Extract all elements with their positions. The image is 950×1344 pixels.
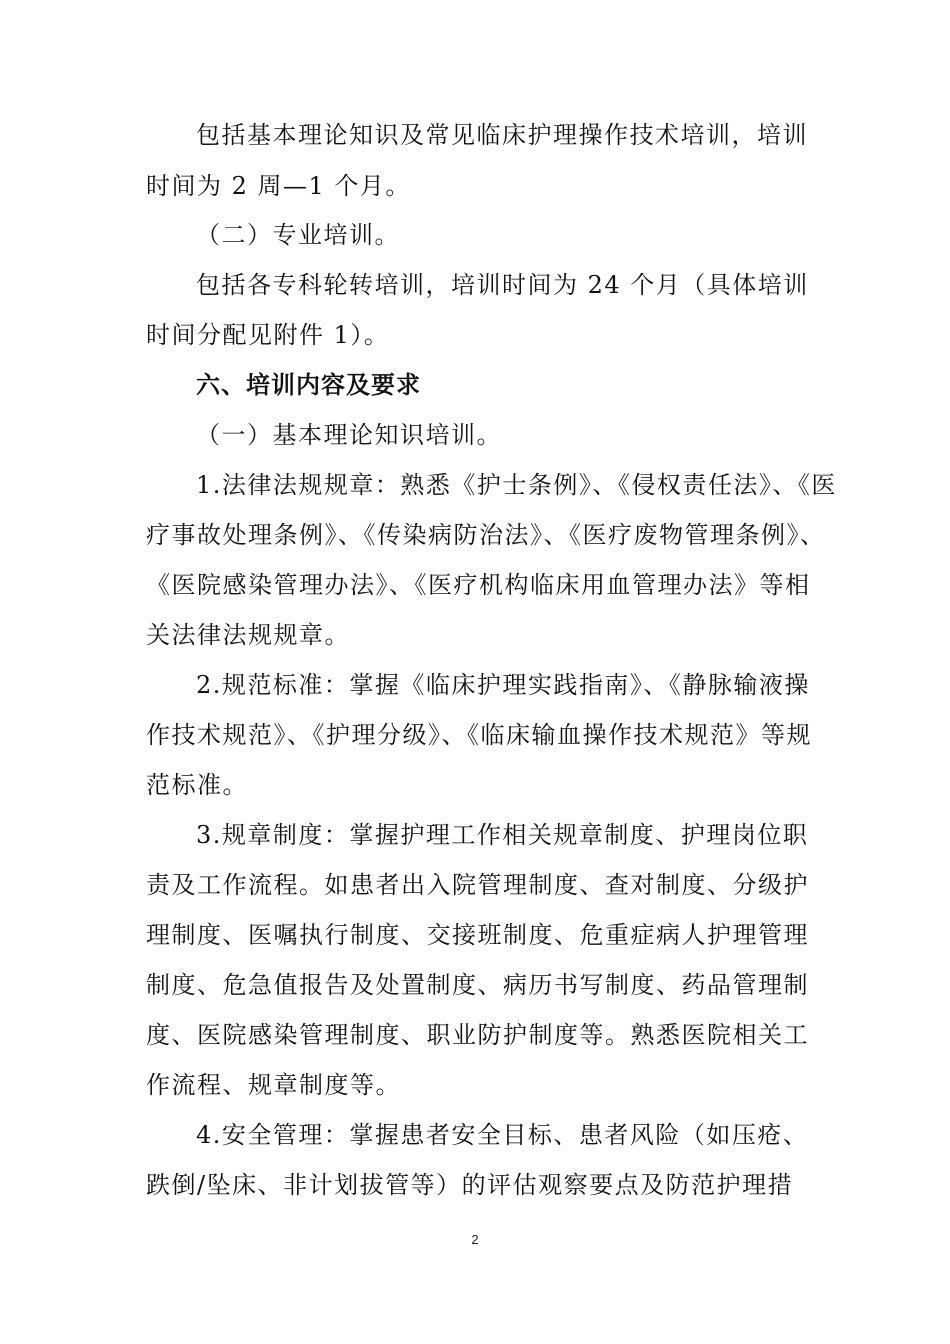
- section-subheading: （二）专业培训。: [196, 221, 400, 249]
- paragraph-line: 责及工作流程。如患者出入院管理制度、查对制度、分级护: [146, 871, 809, 899]
- section-heading: 六、培训内容及要求: [196, 371, 421, 399]
- paragraph-line: 时间分配见附件 1）。: [146, 321, 390, 349]
- paragraph-line: 跌倒/坠床、非计划拔管等）的评估观察要点及防范护理措: [146, 1171, 794, 1199]
- paragraph-line: 3.规章制度：掌握护理工作相关规章制度、护理岗位职: [196, 821, 809, 849]
- section-subheading: （一）基本理论知识培训。: [196, 421, 502, 449]
- paragraph-line: 关法律法规规章。: [146, 621, 350, 649]
- paragraph-line: 作流程、规章制度等。: [146, 1071, 401, 1099]
- paragraph-line: 疗事故处理条例》、《传染病防治法》、《医疗废物管理条例》、: [146, 521, 826, 549]
- paragraph-line: 时间为 2 周—1 个月。: [146, 172, 411, 200]
- paragraph-line: 1.法律法规规章：熟悉《护士条例》、《侵权责任法》、《医: [196, 471, 837, 499]
- paragraph-line: 包括各专科轮转培训，培训时间为 24 个月（具体培训: [196, 271, 809, 299]
- paragraph-line: 2.规范标准：掌握《临床护理实践指南》、《静脉输液操: [196, 671, 810, 699]
- paragraph-line: 制度、危急值报告及处置制度、病历书写制度、药品管理制: [146, 971, 809, 999]
- paragraph-line: 《医院感染管理办法》、《医疗机构临床用血管理办法》等相: [146, 571, 811, 599]
- paragraph-line: 度、医院感染管理制度、职业防护制度等。熟悉医院相关工: [146, 1021, 809, 1049]
- page-number: 2: [471, 1232, 479, 1247]
- paragraph-line: 作技术规范》、《护理分级》、《临床输血操作技术规范》等规: [146, 721, 812, 749]
- paragraph-line: 理制度、医嘱执行制度、交接班制度、危重症病人护理管理: [146, 921, 809, 949]
- paragraph-line: 包括基本理论知识及常见临床护理操作技术培训，培训: [196, 121, 808, 149]
- paragraph-line: 范标准。: [146, 771, 248, 799]
- paragraph-line: 4.安全管理：掌握患者安全目标、患者风险（如压疮、: [196, 1121, 809, 1149]
